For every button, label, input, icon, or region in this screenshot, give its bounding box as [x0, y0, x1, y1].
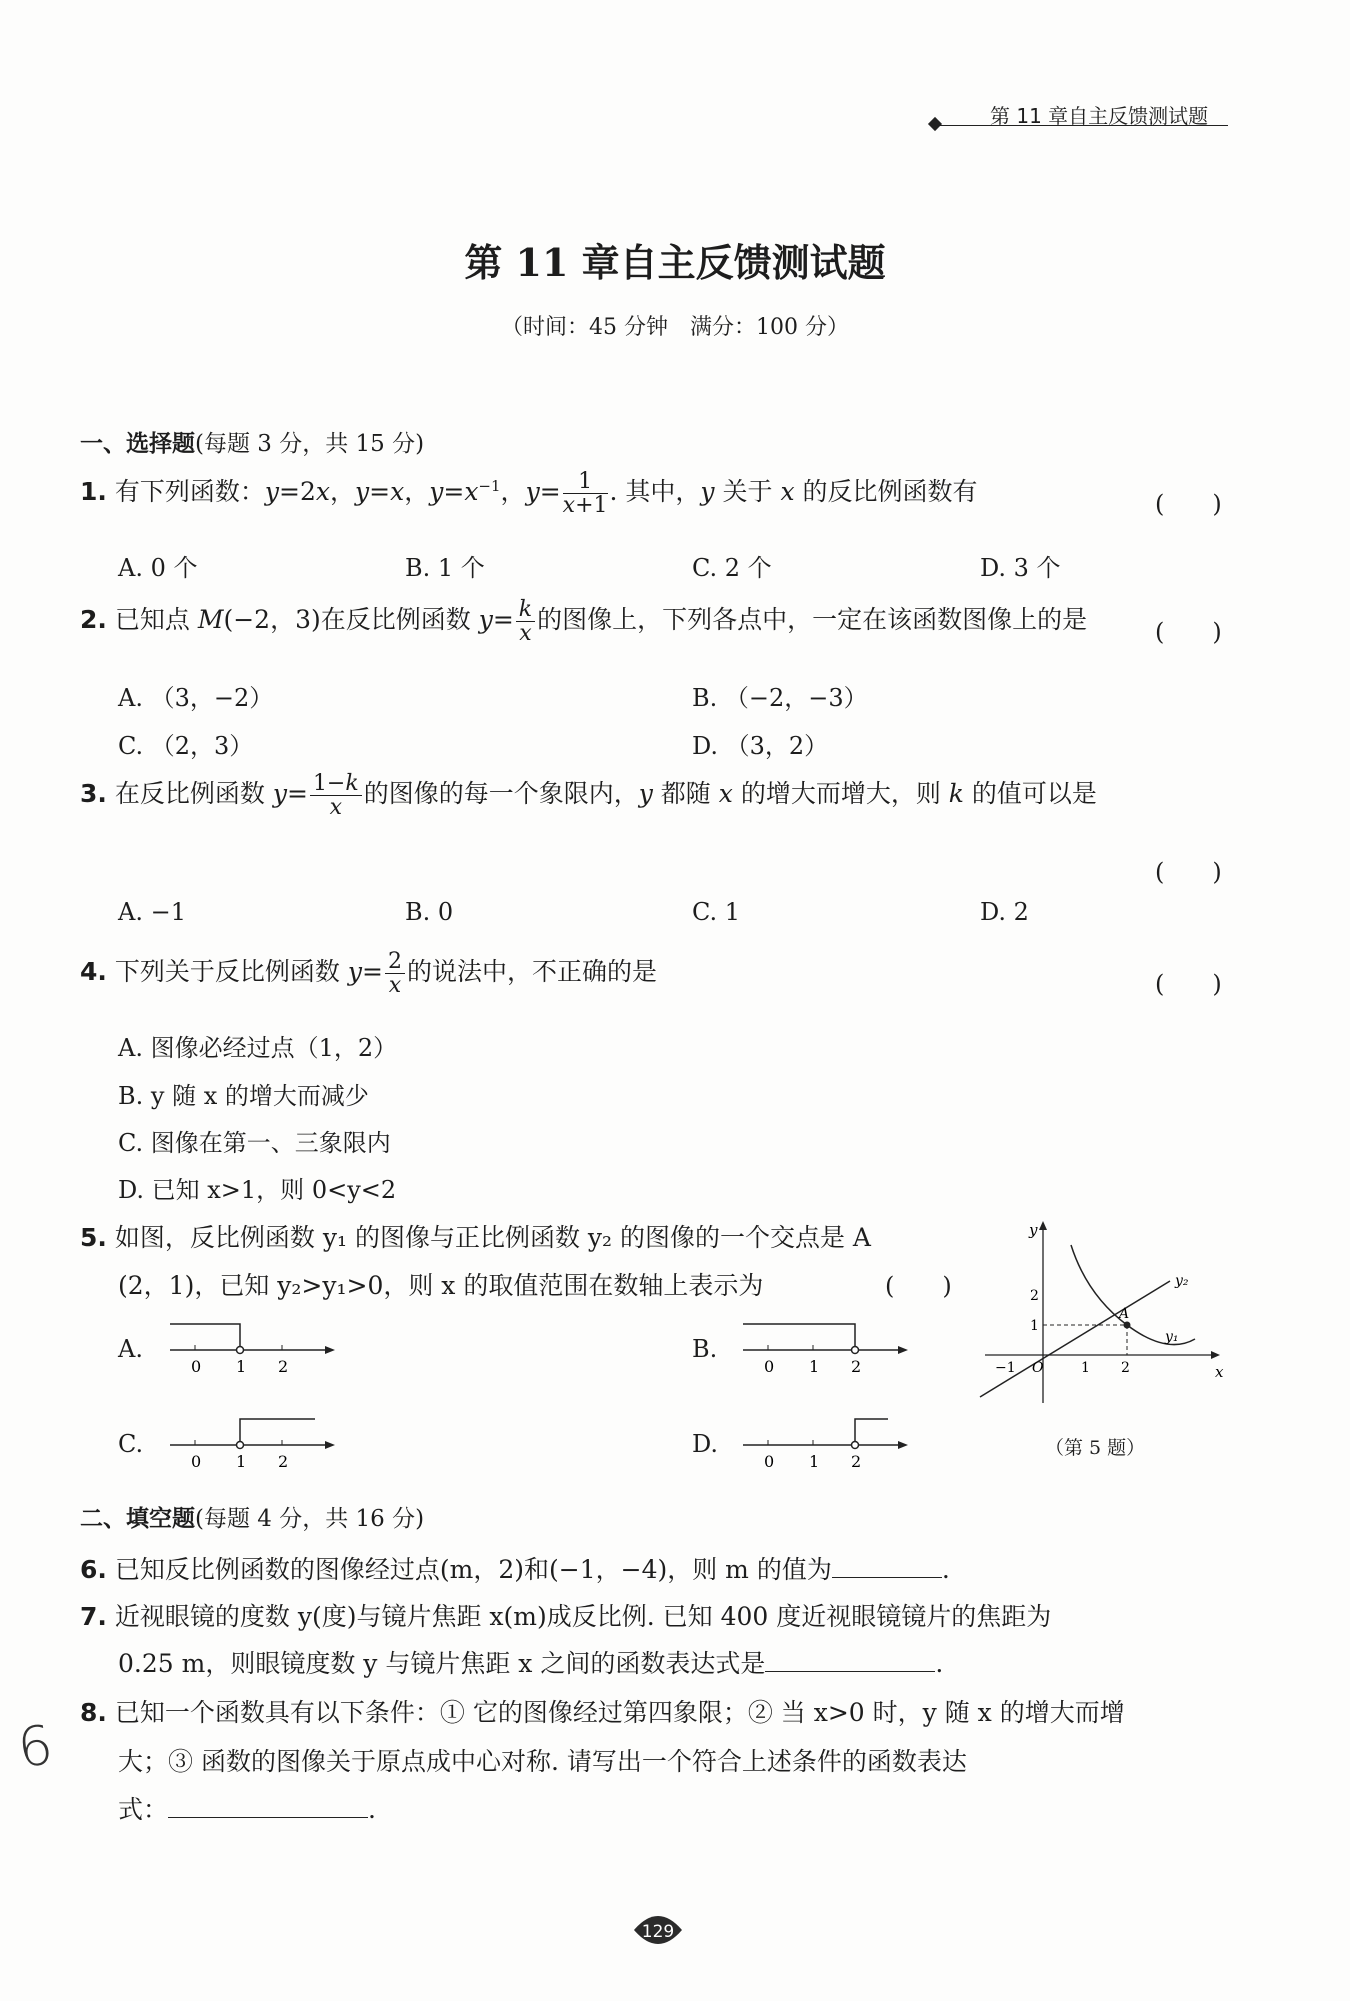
- question-number: 3.: [80, 779, 107, 809]
- question-4: 4. 下列关于反比例函数 y= $\frac{2}{x}$ 的说法中，不正确的是: [80, 949, 657, 999]
- q6-end: .: [941, 1555, 950, 1584]
- question-8-line3: [118, 1790, 376, 1826]
- q2-text: 已知点: [114, 605, 198, 635]
- option-c: C.: [118, 1430, 144, 1458]
- tick-2: 2: [851, 1357, 862, 1376]
- number-line-d: [738, 1405, 913, 1475]
- option-c: C. （2，3）: [118, 732, 254, 760]
- point-a: [1124, 1322, 1131, 1329]
- q7-line1: 近视眼镜的度数 y(度)与镜片焦距 x(m)成反比例. 已知 400 度近视眼镜镜片的焦距为: [114, 1602, 1052, 1631]
- answer-blank[interactable]: [765, 1649, 935, 1672]
- tick-2: 2: [851, 1452, 862, 1471]
- answer-parentheses: ( ): [1155, 490, 1222, 518]
- tick-2: 2: [278, 1452, 289, 1471]
- answer-blank[interactable]: [168, 1795, 368, 1818]
- label-y1: y₁: [1165, 1329, 1179, 1345]
- tick-2: 2: [278, 1357, 289, 1376]
- fraction: $\frac{2}{x}$: [385, 950, 405, 997]
- q6-text: 已知反比例函数的图像经过点(m，2)和(−1，−4)，则 m 的值为: [114, 1555, 832, 1584]
- option-b: B.: [692, 1335, 718, 1363]
- q2-point: M: [197, 605, 224, 635]
- question-number: 7.: [80, 1602, 107, 1631]
- label-a: A: [1119, 1306, 1130, 1322]
- number-line-c: [165, 1405, 340, 1475]
- question-number: 2.: [80, 605, 107, 635]
- question-2: 2. 已知点 M(−2，3)在反比例函数 y= $\frac{k}{x}$ 的图像上，下列各点中，一定在该函数图像上的是: [80, 597, 1088, 647]
- q2-text: (−2，3): [223, 605, 321, 635]
- option-c: C. 图像在第一、三象限内: [118, 1129, 391, 1157]
- number-line-b: [738, 1310, 913, 1380]
- q2-text: 的图像上，下列各点中，一定在该函数图像上的是: [537, 605, 1088, 635]
- page-number: 129: [641, 1922, 675, 1942]
- answer-parentheses: ( ): [885, 1272, 952, 1300]
- q2-text: 在反比例函数: [320, 605, 479, 635]
- q4-text: 的说法中，不正确的是: [406, 957, 657, 987]
- number-line-a: [165, 1310, 340, 1380]
- question-number: 6.: [80, 1555, 107, 1584]
- option-d: D.: [692, 1430, 719, 1458]
- answer-parentheses: ( ): [1155, 858, 1222, 886]
- q3-text: 的值可以是: [963, 779, 1097, 809]
- line-y2: [980, 1281, 1170, 1397]
- option-a: A.: [118, 1335, 143, 1363]
- question-1: 1. 有下列函数：y=2x，y=x，$y=x^{-1}$，y= $\frac{1}{x+1}$ . 其中，y 关于 x 的反比例函数有: [80, 469, 978, 519]
- question-3: 3. 在反比例函数 y= $\frac{1-k}{x}$ 的图像的每一个象限内，y 都随 x 的增大而增大，则 k 的值可以是: [80, 771, 1097, 821]
- figure-caption: （第 5 题）: [1045, 1437, 1146, 1459]
- q3-text: 的增大而增大，则: [732, 779, 949, 809]
- question-7-line2: [118, 1644, 943, 1680]
- section-1-label: 一、选择题: [80, 431, 195, 457]
- answer-blank[interactable]: [832, 1555, 942, 1578]
- header-rule: [938, 125, 1228, 126]
- answer-parentheses: ( ): [1155, 970, 1222, 998]
- option-c: C. 1: [692, 898, 741, 926]
- label-y: y: [1029, 1221, 1038, 1239]
- tick-0: 0: [191, 1452, 202, 1471]
- question-7: [80, 1597, 1051, 1633]
- label-x: x: [1215, 1363, 1224, 1381]
- fraction: $\frac{1}{x+1}$: [562, 469, 608, 519]
- q8-line1: 已知一个函数具有以下条件：① 它的图像经过第四象限；② 当 x>0 时，y 随 x 的增大而增: [114, 1698, 1125, 1727]
- q1-text: 有下列函数：: [114, 477, 265, 507]
- q7-line2-text: 0.25 m，则眼镜度数 y 与镜片焦距 x 之间的函数表达式是: [118, 1649, 766, 1678]
- label-y2: y₂: [1175, 1273, 1189, 1289]
- option-a: A. 0 个: [118, 554, 198, 582]
- tick-x-1: 1: [1081, 1360, 1090, 1376]
- option-d: D. 2: [980, 898, 1029, 926]
- option-d: D. 已知 x>1，则 0<y<2: [118, 1176, 397, 1204]
- section-2-note: (每题 4 分，共 16 分): [195, 1506, 425, 1532]
- section-2-heading: [80, 1500, 424, 1533]
- q5-line1: 如图，反比例函数 y₁ 的图像与正比例函数 y₂ 的图像的一个交点是 A: [114, 1223, 871, 1252]
- q8-end: .: [368, 1795, 376, 1824]
- q1-text: 的反比例函数有: [794, 477, 978, 507]
- answer-parentheses: ( ): [1155, 618, 1222, 646]
- q3-text: 在反比例函数: [114, 779, 273, 809]
- tick-y-1: 1: [1030, 1318, 1039, 1334]
- option-b: B. y 随 x 的增大而减少: [118, 1082, 369, 1110]
- option-c: C. 2 个: [692, 554, 772, 582]
- q3-text: 都随: [652, 779, 719, 809]
- option-d: D. （3，2）: [692, 732, 829, 760]
- tick-y-2: 2: [1030, 1288, 1039, 1304]
- handwritten-mark: 6: [13, 1712, 57, 1781]
- q4-text: 下列关于反比例函数: [114, 957, 348, 987]
- question-number: 8.: [80, 1698, 107, 1727]
- option-b: B. （−2，−3）: [692, 684, 868, 712]
- q7-end: .: [935, 1649, 944, 1678]
- question-8: [80, 1693, 1125, 1729]
- option-b: B. 0: [405, 898, 454, 926]
- tick-0: 0: [764, 1452, 775, 1471]
- q1-text: 关于: [714, 477, 781, 507]
- label-o: O: [1032, 1360, 1044, 1376]
- section-1-heading: [80, 425, 424, 458]
- running-header: 第 11 章自主反馈测试题: [990, 104, 1209, 128]
- tick-0: 0: [764, 1357, 775, 1376]
- section-1-note: (每题 3 分，共 15 分): [195, 431, 425, 457]
- tick-x-m1: −1: [995, 1360, 1016, 1376]
- tick-1: 1: [809, 1357, 820, 1376]
- tick-x-2: 2: [1121, 1360, 1130, 1376]
- question-5: [80, 1218, 871, 1254]
- q8-line3-text: 式：: [118, 1795, 169, 1824]
- question-5-line2: (2，1)，已知 y₂>y₁>0，则 x 的取值范围在数轴上表示为: [118, 1271, 764, 1300]
- option-b: B. 1 个: [405, 554, 485, 582]
- fraction: $\frac{k}{x}$: [516, 598, 535, 645]
- header-diamond-icon: [928, 117, 942, 131]
- section-2-label: 二、填空题: [80, 1506, 195, 1532]
- tick-0: 0: [191, 1357, 202, 1376]
- question-number: 1.: [80, 477, 107, 507]
- tick-1: 1: [236, 1452, 247, 1471]
- question-number: 5.: [80, 1223, 107, 1252]
- fraction: $\frac{1-k}{x}$: [310, 772, 362, 819]
- question-6: [80, 1550, 950, 1586]
- question-8-line2: 大；③ 函数的图像关于原点成中心对称. 请写出一个符合上述条件的函数表达: [118, 1747, 967, 1776]
- q5-figure: [975, 1215, 1230, 1410]
- tick-1: 1: [236, 1357, 247, 1376]
- q1-text: . 其中，: [609, 477, 701, 507]
- option-a: A. 图像必经过点（1，2）: [118, 1034, 398, 1062]
- option-a: A. （3，−2）: [118, 684, 274, 712]
- page-number-badge: [630, 1908, 686, 1952]
- page-subtitle: （时间：45 分钟 满分：100 分）: [501, 315, 849, 340]
- option-a: A. −1: [118, 898, 186, 926]
- question-number: 4.: [80, 957, 107, 987]
- page-title: 第 11 章自主反馈测试题: [464, 240, 886, 285]
- option-d: D. 3 个: [980, 554, 1061, 582]
- tick-1: 1: [809, 1452, 820, 1471]
- q3-text: 的图像的每一个象限内，: [363, 779, 639, 809]
